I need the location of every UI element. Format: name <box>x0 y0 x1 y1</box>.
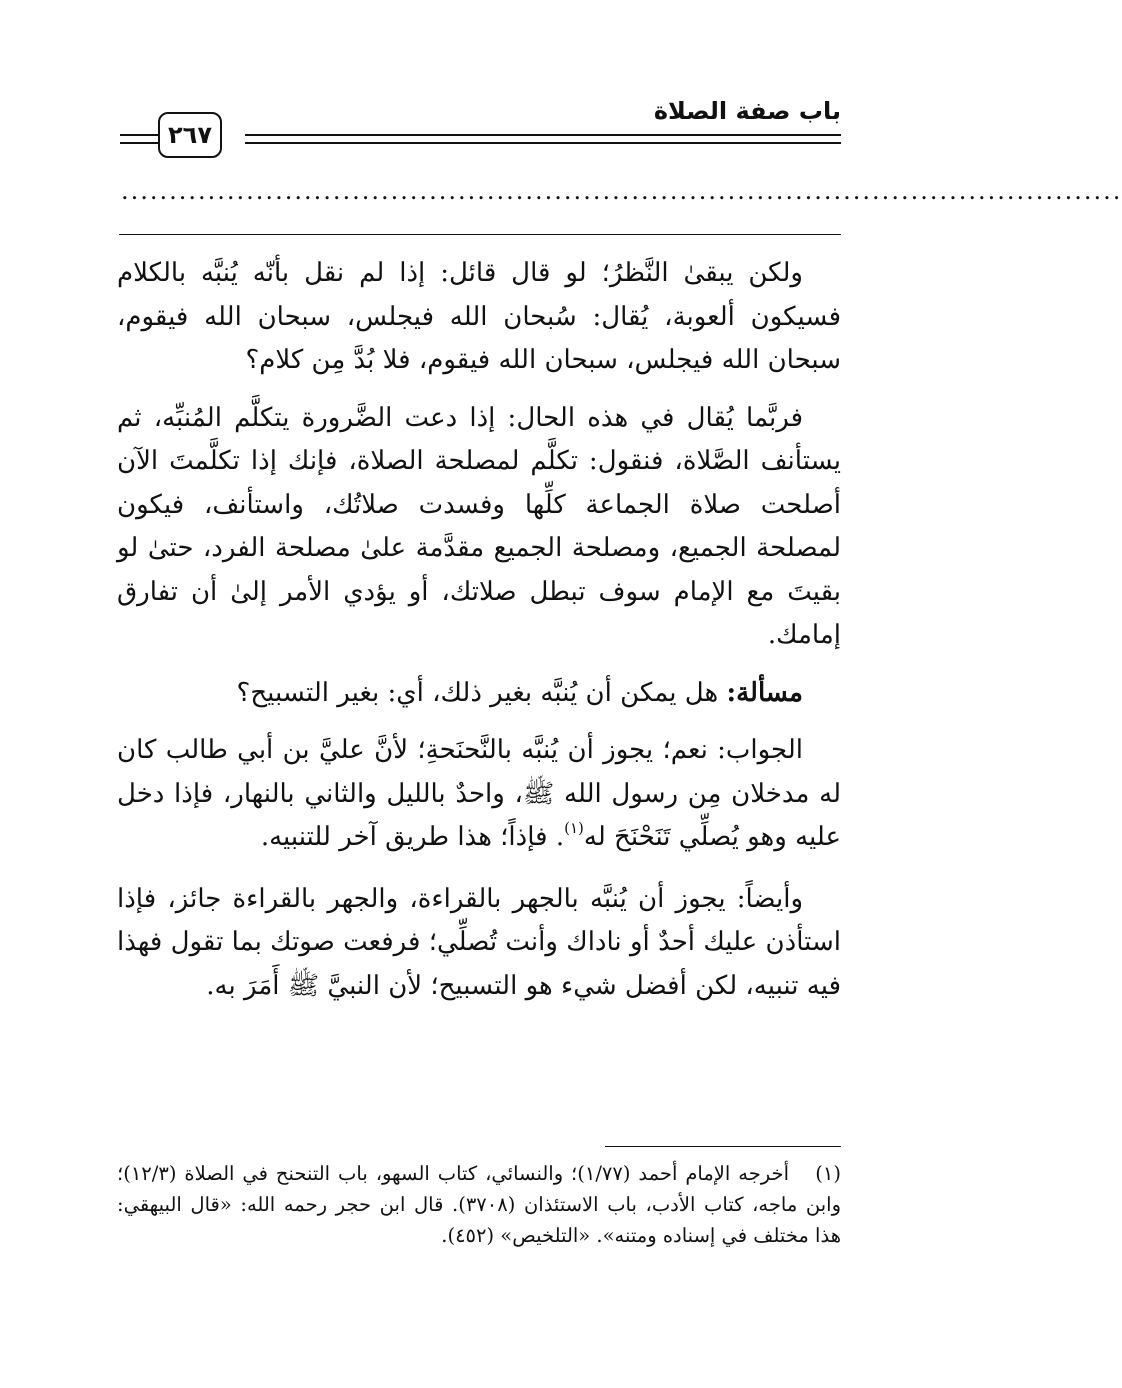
page-number: ٢٦٧ <box>158 112 222 158</box>
text-top-rule <box>119 234 841 235</box>
issue-label: مسألة: <box>726 677 803 708</box>
dotted-separator: ........................................................................................................ <box>121 177 1122 205</box>
issue-paragraph <box>117 672 841 716</box>
running-title: باب صفة الصلاة <box>653 97 841 125</box>
main-text <box>117 252 841 1022</box>
footnote-rule <box>605 1146 841 1147</box>
paragraph-1: ولكن يبقىٰ النَّظرُ؛ لو قال قائل: إذا لم نقل بأنّه يُنبَّه بالكلام فسيكون ألعوبة، يُقال: سُبحان الله فيجلس، سبحان الله فيقوم، سبحان الله فيجلس، سبحان الله فيقوم، فلا بُدَّ مِن كلام؟ <box>117 258 841 375</box>
header-rule-right <box>245 134 841 144</box>
footnote <box>117 1158 841 1251</box>
paragraph-4: وأيضاً: يجوز أن يُنبَّه بالجهر بالقراءة، والجهر بالقراءة جائز، فإذا استأذن عليك أحدٌ أو ناداك وأنت تُصلِّي؛ فرفعت صوتك بما تقول فهذا فيه تنبيه، لكن أفضل شيء هو التسبيح؛ لأن النبيَّ ﷺ أَمَرَ به. <box>117 883 841 1001</box>
paragraph-2: فربَّما يُقال في هذه الحال: إذا دعت الضَّرورة يتكلَّم المُنبِّه، ثم يستأنف الصَّلاة، فنقول: تكلَّم لمصلحة الصلاة، فإنك إذا تكلَّمتَ الآن أصلحت صلاة الجماعة كلِّها وفسدت صلاتُك، واستأنف، فيكون لمصلحة الجميع، ومصلحة الجميع مقدَّمة علىٰ مصلحة الفرد، حتىٰ لو بقيتَ مع الإمام سوف تبطل صلاتك، أو يؤدي الأمر إلىٰ أن تفارق إمامك. <box>117 402 841 650</box>
footnote-reference[interactable]: (١) <box>564 819 584 837</box>
paragraph-3 <box>117 729 841 860</box>
header-rule-left <box>120 134 158 144</box>
issue-text: هل يمكن أن يُنبَّه بغير ذلك، أي: بغير التسبيح؟ <box>236 677 727 708</box>
footnote-text: أخرجه الإمام أحمد (١/٧٧)؛ والنسائي، كتاب السهو، باب التنحنح في الصلاة (١٢/٣)؛ وابن ماجه، كتاب الأدب، باب الاستئذان (٣٧٠٨). قال ابن حجر رحمه الله: «قال البيهقي: هذا مختلف في إسناده ومتنه». «التلخيص» (٤٥٢). <box>117 1162 842 1247</box>
paragraph-3-main: الجواب: نعم؛ يجوز أن يُنبَّه بالنَّحنَحةِ؛ لأنَّ عليَّ بن أبي طالب كان له مدخلان مِن رسول الله ﷺ، واحدٌ بالليل والثاني بالنهار، فإذا دخل عليه وهو يُصلِّي تَنَحْنَحَ له <box>117 735 841 852</box>
paragraph-3-end: . فإذاً؛ هذا طريق آخر للتنبيه. <box>260 822 565 852</box>
footnote-number: (١) <box>815 1162 841 1185</box>
